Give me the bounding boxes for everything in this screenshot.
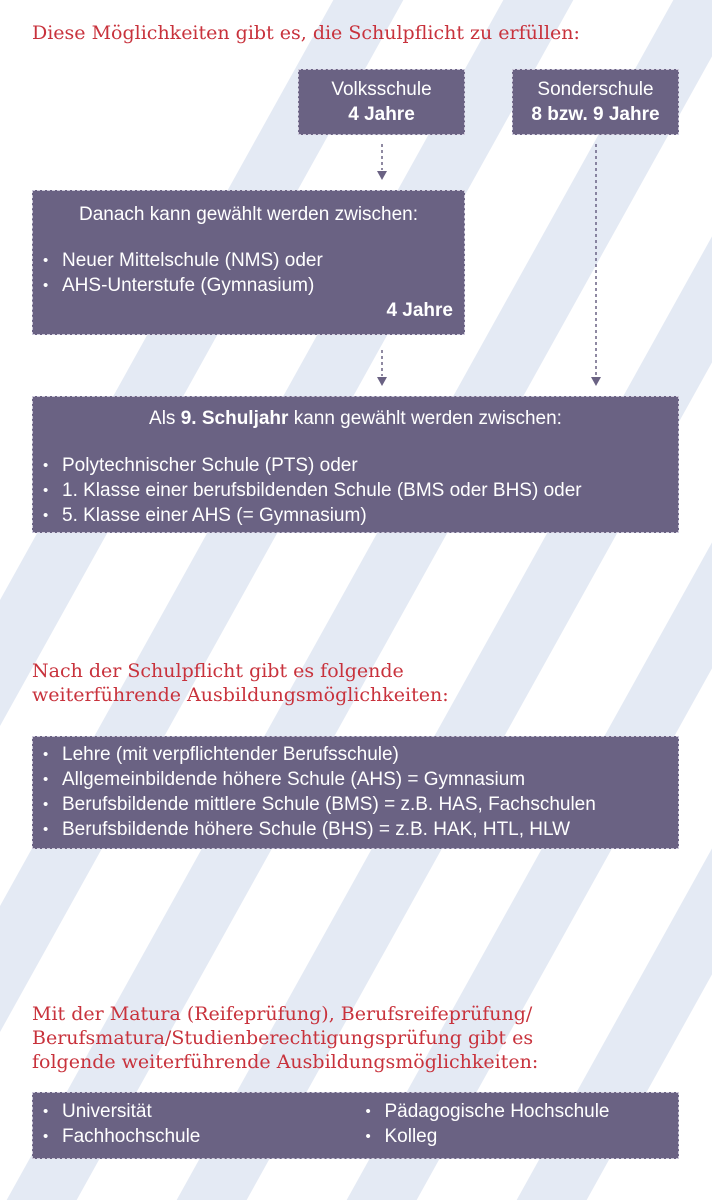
sonderschule-name: Sonderschule — [537, 79, 654, 100]
volksschule-name: Volksschule — [331, 79, 432, 100]
heading-line: weiterführende Ausbildungsmöglichkeiten: — [32, 684, 449, 706]
list-item: • 1. Klasse einer berufsbildenden Schule (BMS oder BHS) oder — [33, 478, 678, 503]
intro-bold: 9. Schuljahr — [180, 408, 289, 429]
arrow-down-icon — [372, 142, 392, 182]
list-item: • Berufsbildende mittlere Schule (BMS) = z.B. HAS, Fachschulen — [33, 792, 678, 817]
list-item: • Berufsbildende höhere Schule (BHS) = z.B. HAK, HTL, HLW — [33, 817, 678, 842]
danach-box — [32, 190, 465, 335]
list-item: • Kolleg — [356, 1124, 679, 1149]
heading-line: folgende weiterführende Ausbildungsmöglichkeiten: — [32, 1051, 539, 1073]
sonderschule-box — [512, 69, 679, 135]
list-item: • Universität — [33, 1099, 356, 1124]
danach-years: 4 Jahre — [386, 300, 453, 321]
heading-line: Berufsmatura/Studienberechtigungsprüfung gibt es — [32, 1027, 534, 1049]
list-item: • Pädagogische Hochschule — [356, 1099, 679, 1124]
list-item: • Neuer Mittelschule (NMS) oder — [33, 248, 464, 273]
danach-list — [33, 248, 464, 298]
list-item: • 5. Klasse einer AHS (= Gymnasium) — [33, 503, 678, 528]
ninth-year-intro — [33, 406, 678, 431]
arrow-down-long-icon — [586, 142, 606, 388]
volksschule-box — [298, 69, 465, 135]
after-list — [33, 742, 678, 842]
heading-weiterfuehrende — [32, 659, 449, 707]
sonderschule-years: 8 bzw. 9 Jahre — [531, 104, 660, 125]
list-item: • Fachhochschule — [33, 1124, 356, 1149]
matura-list-left — [33, 1099, 356, 1149]
list-item: • AHS-Unterstufe (Gymnasium) — [33, 273, 464, 298]
intro-suffix: kann gewählt werden zwischen: — [288, 408, 562, 429]
volksschule-years: 4 Jahre — [348, 104, 415, 125]
list-item: • Allgemeinbildende höhere Schule (AHS) = Gymnasium — [33, 767, 678, 792]
ninth-year-list — [33, 453, 678, 528]
intro-prefix: Als — [149, 408, 181, 429]
matura-list-right — [356, 1099, 679, 1149]
list-item: • Lehre (mit verpflichtender Berufsschule) — [33, 742, 678, 767]
list-item: • Polytechnischer Schule (PTS) oder — [33, 453, 678, 478]
arrow-down-icon — [372, 348, 392, 388]
ninth-year-box — [32, 396, 679, 533]
heading-line: Mit der Matura (Reifeprüfung), Berufsreifeprüfung/ — [32, 1003, 533, 1025]
after-box — [32, 736, 679, 849]
heading-schulpflicht: Diese Möglichkeiten gibt es, die Schulpflicht zu erfüllen: — [32, 22, 580, 44]
heading-line: Nach der Schulpflicht gibt es folgende — [32, 660, 404, 682]
matura-columns — [33, 1099, 678, 1149]
danach-intro: Danach kann gewählt werden zwischen: — [78, 204, 419, 225]
heading-matura — [32, 1002, 538, 1074]
matura-box — [32, 1092, 679, 1159]
